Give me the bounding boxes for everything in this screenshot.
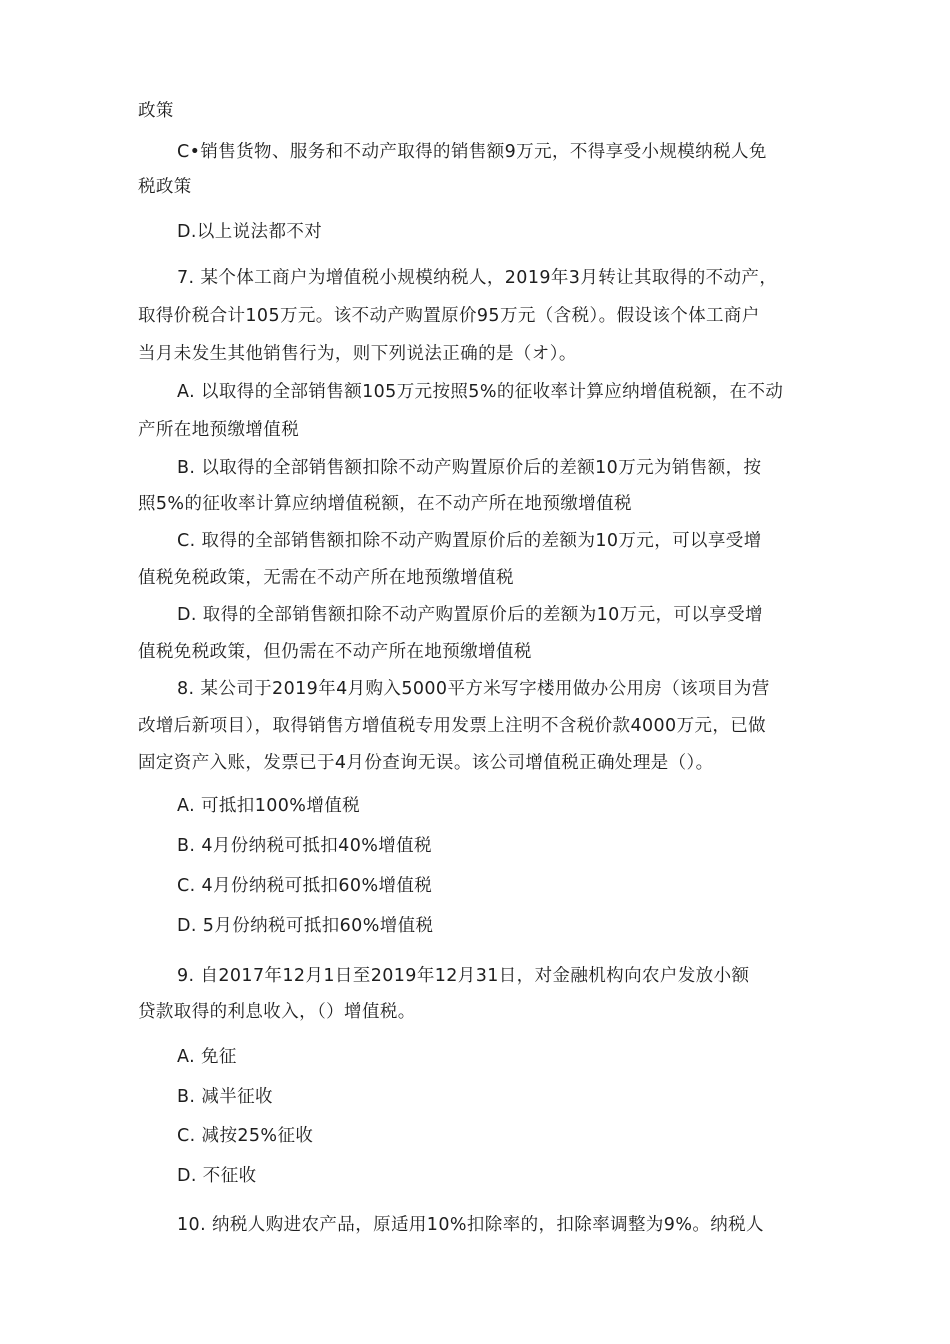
option-a-line: A. 免征 xyxy=(177,1047,237,1067)
option-a-line: A. 可抵扣100%增值税 xyxy=(177,796,361,816)
option-c-line: C•销售货物、服务和不动产取得的销售额9万元，不得享受小规模纳税人免 xyxy=(177,142,767,162)
text-line: 取得价税合计105万元。该不动产购置原价95万元（含税）。假设该个体工商户 xyxy=(138,306,760,326)
option-d-line: D.以上说法都不对 xyxy=(177,222,323,242)
option-c-line: C. 减按25%征收 xyxy=(177,1126,314,1146)
question-7-line: 7. 某个体工商户为增值税小规模纳税人，2019年3月转让其取得的不动产， xyxy=(177,268,778,288)
text-line: 政策 xyxy=(138,101,174,121)
option-b-line: B. 减半征收 xyxy=(177,1087,273,1107)
text-line: 税政策 xyxy=(138,177,192,197)
text-line: 贷款取得的利息收入，（）增值税。 xyxy=(138,1002,416,1022)
question-9-line: 9. 自2017年12月1日至2019年12月31日，对金融机构向农户发放小额 xyxy=(177,966,750,986)
text-line: 值税免税政策，无需在不动产所在地预缴增值税 xyxy=(138,568,514,588)
option-d-line: D. 不征收 xyxy=(177,1166,257,1186)
option-b-line: B. 以取得的全部销售额扣除不动产购置原价后的差额10万元为销售额，按 xyxy=(177,458,762,478)
text-line: 当月未发生其他销售行为，则下列说法正确的是（オ）。 xyxy=(138,344,577,364)
text-line: 固定资产入账，发票已于4月份查询无误。该公司增值税正确处理是（）。 xyxy=(138,753,714,773)
option-d-line: D. 5月份纳税可抵扣60%增值税 xyxy=(177,916,434,936)
text-line: 改增后新项目），取得销售方增值税专用发票上注明不含税价款4000万元，已做 xyxy=(138,716,767,736)
question-8-line: 8. 某公司于2019年4月购入5000平方米写字楼用做办公用房（该项目为营 xyxy=(177,679,770,699)
option-d-line: D. 取得的全部销售额扣除不动产购置原价后的差额为10万元，可以享受增 xyxy=(177,605,763,625)
option-c-line: C. 4月份纳税可抵扣60%增值税 xyxy=(177,876,433,896)
text-line: 照5%的征收率计算应纳增值税额，在不动产所在地预缴增值税 xyxy=(138,494,632,514)
question-10-line: 10. 纳税人购进农产品，原适用10%扣除率的，扣除率调整为9%。纳税人 xyxy=(177,1215,764,1235)
option-c-line: C. 取得的全部销售额扣除不动产购置原价后的差额为10万元，可以享受增 xyxy=(177,531,762,551)
text-line: 值税免税政策，但仍需在不动产所在地预缴增值税 xyxy=(138,642,532,662)
option-a-line: A. 以取得的全部销售额105万元按照5%的征收率计算应纳增值税额，在不动 xyxy=(177,382,784,402)
option-b-line: B. 4月份纳税可抵扣40%增值税 xyxy=(177,836,432,856)
text-line: 产所在地预缴增值税 xyxy=(138,420,300,440)
